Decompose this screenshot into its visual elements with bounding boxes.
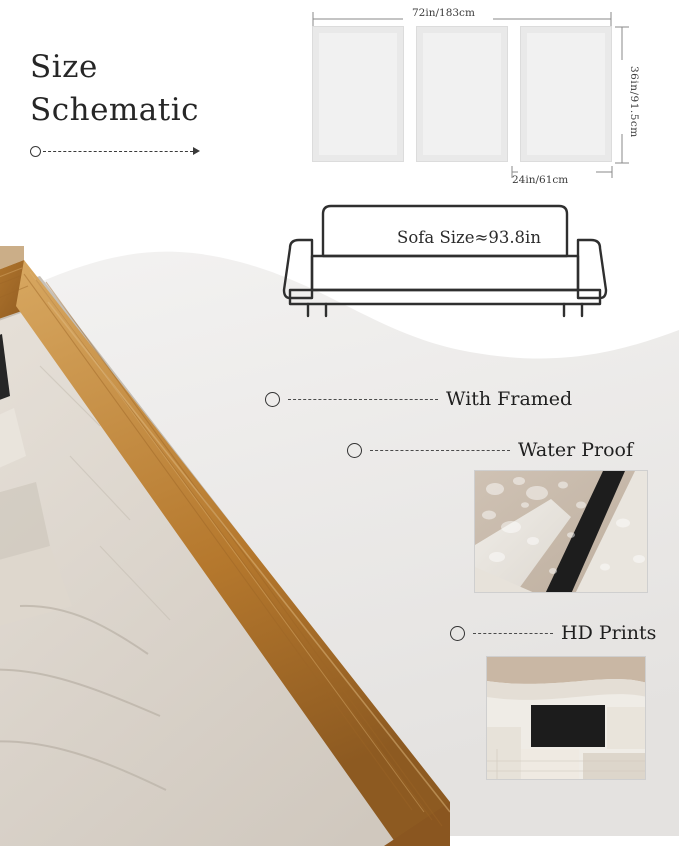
page-title bbox=[30, 46, 200, 157]
sofa-scale-diagram bbox=[278, 186, 660, 328]
title-underline-arrow bbox=[30, 146, 200, 157]
framed-art-photo bbox=[0, 246, 450, 846]
feature-label: HD Prints bbox=[561, 622, 657, 644]
dashed-line bbox=[43, 151, 193, 152]
water-proof-photo bbox=[474, 470, 648, 593]
circle-icon bbox=[450, 626, 465, 641]
dimension-panel-width-label: 24in/61cm bbox=[512, 174, 569, 186]
textured-canvas-image bbox=[487, 657, 646, 780]
water-droplet-canvas-image bbox=[475, 471, 648, 593]
panel-preview bbox=[416, 26, 508, 162]
circle-icon bbox=[347, 443, 362, 458]
feature-label: Water Proof bbox=[518, 439, 633, 461]
title-line-2: Schematic bbox=[30, 91, 200, 128]
circle-icon bbox=[30, 146, 41, 157]
hd-prints-photo bbox=[486, 656, 646, 780]
circle-icon bbox=[265, 392, 280, 407]
panel-preview bbox=[312, 26, 404, 162]
feature-hd-prints bbox=[450, 622, 656, 644]
sofa-size-label: Sofa Size≈93.8in bbox=[397, 228, 541, 247]
panel-group bbox=[312, 26, 612, 162]
dashed-line bbox=[370, 450, 510, 451]
feature-with-framed bbox=[265, 388, 572, 410]
title-line-1: Size bbox=[30, 49, 98, 85]
size-schematic bbox=[300, 7, 640, 198]
framed-canvas-corner-image bbox=[0, 246, 450, 846]
feature-label: With Framed bbox=[446, 388, 573, 410]
dimension-height-label: 36in/91.5cm bbox=[628, 66, 640, 138]
feature-water-proof bbox=[347, 439, 633, 461]
dashed-line bbox=[473, 633, 553, 634]
panel-preview bbox=[520, 26, 612, 162]
sofa-outline-icon bbox=[278, 186, 660, 328]
arrow-right-icon bbox=[193, 147, 200, 155]
dashed-line bbox=[288, 399, 438, 400]
dimension-width-label: 72in/183cm bbox=[412, 7, 475, 19]
